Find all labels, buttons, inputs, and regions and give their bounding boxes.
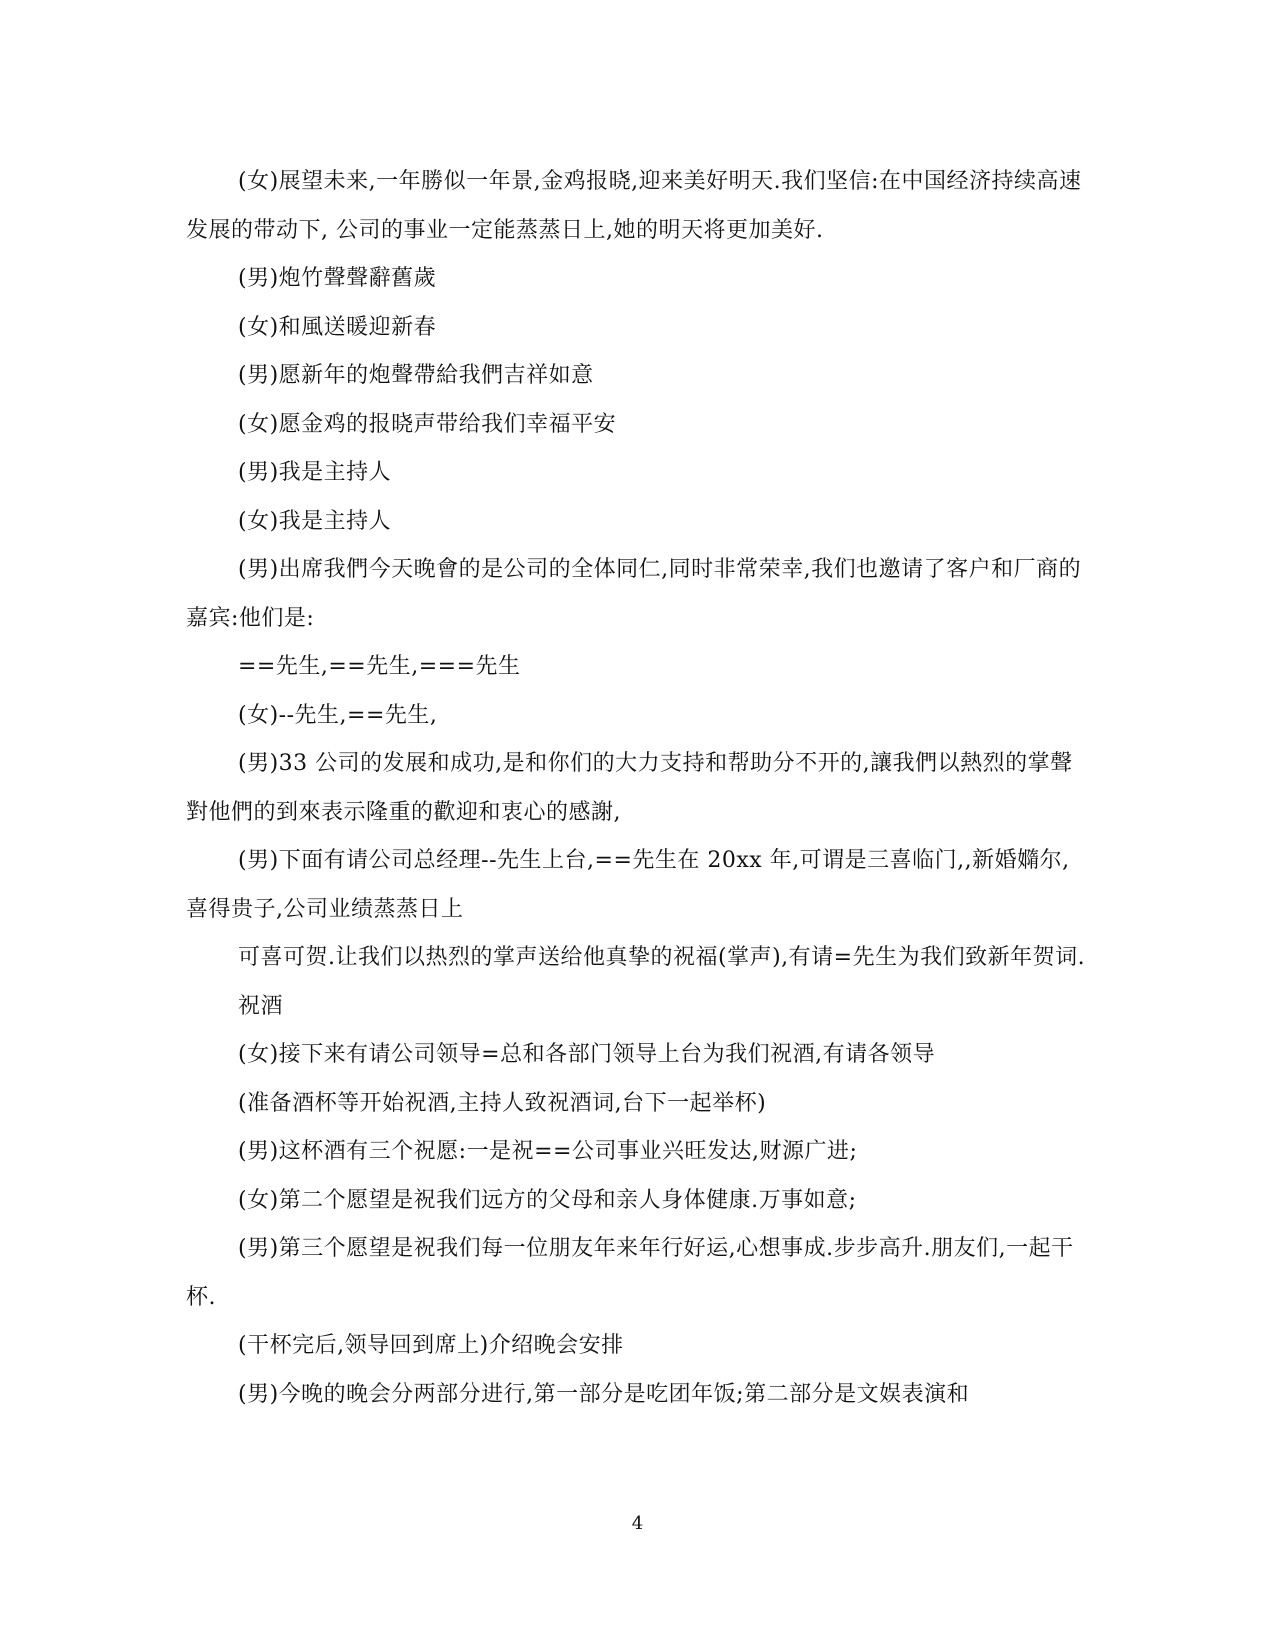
paragraph: 可喜可贺.让我们以热烈的掌声送给他真挚的祝福(掌声),有请=先生为我们致新年贺词. bbox=[238, 945, 1086, 970]
paragraph: (女)--先生,==先生, bbox=[238, 702, 438, 728]
paragraph: (男)这杯酒有三个祝愿:一是祝==公司事业兴旺发达,财源广进; bbox=[238, 1139, 858, 1164]
paragraph: (女)和風送暖迎新春 bbox=[238, 314, 437, 340]
paragraph: (男)愿新年的炮聲帶給我們吉祥如意 bbox=[238, 363, 594, 388]
page-number: 4 bbox=[631, 1513, 644, 1534]
paragraph: (女)接下来有请公司领导=总和各部门领导上台为我们祝酒,有请各领导 bbox=[238, 1042, 936, 1067]
paragraph: (女)展望未来,一年勝似一年景,金鸡报晓,迎来美好明天.我们坚信:在中国经济持续高速发展的带动下, 公司的事业一定能蒸蒸日上,她的明天将更加美好. bbox=[186, 169, 1082, 243]
paragraph: (男)我是主持人 bbox=[238, 460, 392, 485]
paragraph: (干杯完后,领导回到席上)介绍晚会安排 bbox=[238, 1333, 624, 1358]
section-heading: 祝酒 bbox=[238, 993, 284, 1019]
paragraph: ==先生,==先生,===先生 bbox=[238, 654, 521, 679]
paragraph: (男)第三个愿望是祝我们每一位朋友年来年行好运,心想事成.步步高升.朋友们,一起干杯. bbox=[186, 1236, 1074, 1310]
paragraph: (准备酒杯等开始祝酒,主持人致祝酒词,台下一起举杯) bbox=[238, 1090, 767, 1116]
paragraph: (女)我是主持人 bbox=[238, 508, 392, 534]
paragraph: (男)下面有请公司总经理--先生上台,==先生在 20xx 年,可谓是三喜临门,,新婚嫷尔,喜得贵子,公司业绩蒸蒸日上 bbox=[186, 848, 1070, 922]
paragraph: (男)炮竹聲聲辭舊歲 bbox=[238, 266, 437, 291]
document-body bbox=[186, 158, 1086, 1419]
paragraph: (男)今晚的晚会分两部分进行,第一部分是吃团年饭;第二部分是文娱表演和 bbox=[238, 1381, 970, 1407]
paragraph: (男)33 公司的发展和成功,是和你们的大力支持和帮助分不开的,讓我們以熱烈的掌聲對他們的到來表示隆重的歡迎和衷心的感謝, bbox=[186, 751, 1073, 825]
paragraph: (男)出席我們今天晚會的是公司的全体同仁,同时非常荣幸,我们也邀请了客户和厂商的嘉宾:他们是: bbox=[186, 557, 1082, 631]
paragraph: (女)第二个愿望是祝我们远方的父母和亲人身体健康.万事如意; bbox=[238, 1187, 857, 1213]
paragraph: (女)愿金鸡的报晓声带给我们幸福平安 bbox=[238, 411, 617, 437]
